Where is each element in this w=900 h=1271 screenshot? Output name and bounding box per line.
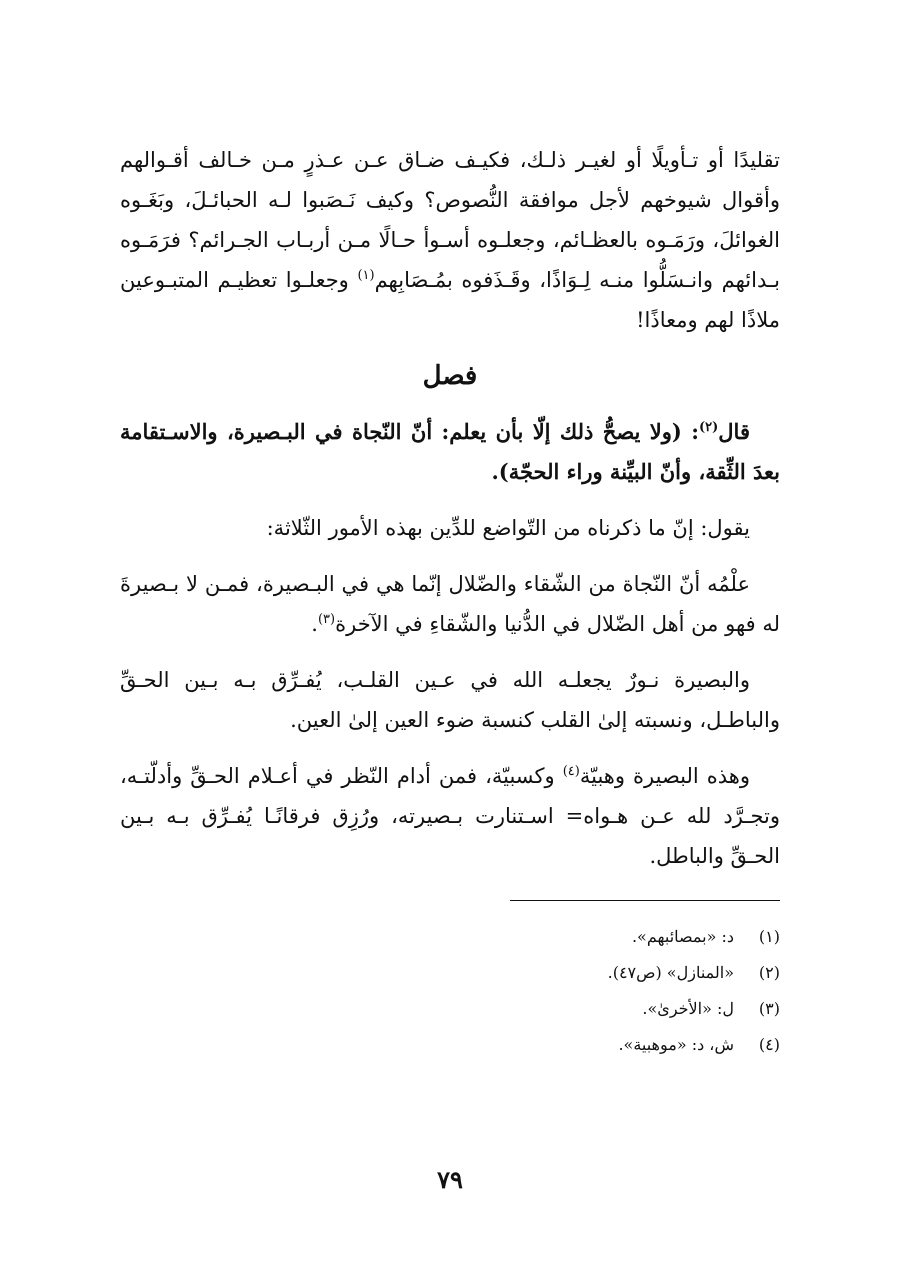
footnote-ref-2[interactable]: (٢) <box>699 420 719 435</box>
footnote-item <box>120 1027 780 1063</box>
paragraph-text: وهذه البصيرة وهبيّة <box>579 764 750 788</box>
paragraph-text-end: . <box>311 612 318 636</box>
footnote-text: د: «بمصائبهم». <box>631 927 734 946</box>
footnote-divider <box>510 900 780 901</box>
footnote-ref-1[interactable]: (١) <box>357 268 375 283</box>
paragraph-ilmuhu <box>120 564 780 644</box>
qal-label: قال <box>718 419 750 444</box>
section-heading: فصل <box>422 361 478 391</box>
footnote-text: ش، د: «موهبية». <box>618 1035 734 1054</box>
footnote-text: ل: «الأخرىٰ». <box>642 999 734 1018</box>
footnote-item <box>120 919 780 955</box>
paragraph-text: تقليدًا أو تـأويلًا أو لغيـر ذلـك، فكيـف ضـاق عـن عـذرٍ مـن خـالف أقـوالهم وأقوال شيوخهم لأجل موافقة النُّصوص؟ وكيف نَـصَبوا لـه الحبائـلَ، وبَغَـوه الغوائلَ، ورَمَـوه بالعظـائم، وجعلـوه أسـوأ حـالًا مـن أربـاب الجـرائم؟ فرَمَـوه بـدائهم وانـسَلُّوا منـه لِـوَاذًا، وقَـذَفوه بمُـصَابِهم <box>120 148 780 292</box>
footnote-number: (١) <box>758 927 780 946</box>
paragraph-text-end: وكسبيّة، فمن أدام النّظر في أعـلام الحـقِّ وأدلّتـه، وتجـرَّد لله عـن هـواه= اسـتنارت بـصيرته، ورُزِق فرقانًـا يُفـرِّق بـه بـين الحـقِّ والباطل. <box>120 764 780 868</box>
footnote-item <box>120 991 780 1027</box>
footnote-ref-3[interactable]: (٣) <box>317 612 336 627</box>
footnote-text: «المنازل» (ص٤٧). <box>607 963 734 982</box>
quoted-statement <box>120 412 780 492</box>
paragraph-text: علْمُه أنّ النّجاة من الشّقاء والضّلال إنّما هي في البـصيرة، فمـن لا بـصيرةَ له فهو من أهل الضّلال في الدُّنيا والشّقاءِ في الآخرة <box>120 572 780 636</box>
footnote-item <box>120 955 780 991</box>
page-body <box>120 140 780 1063</box>
footnote-number: (٢) <box>758 963 780 982</box>
page-number: ٧٩ <box>437 1165 463 1194</box>
footnotes-list <box>120 919 780 1063</box>
paragraph-hadhihi <box>120 756 780 876</box>
footnote-ref-4[interactable]: (٤) <box>562 764 580 779</box>
footnote-number: (٤) <box>758 1035 780 1054</box>
footnote-number: (٣) <box>758 999 780 1018</box>
paragraph-continuation <box>120 140 780 340</box>
paragraph-basira: والبصيرة نـورٌ يجعلـه الله في عـين القلـب، يُفـرِّق بـه بـين الحـقِّ والباطـل، ونسبته إلىٰ القلب كنسبة ضوء العين إلىٰ العين. <box>120 668 780 732</box>
paragraph-yaqul: يقول: إنّ ما ذكرناه من التّواضع للدِّين بهذه الأمور الثّلاثة: <box>266 516 750 540</box>
paragraph-text-end: وجعلـوا تعظيـم المتبـوعين ملاذًا لهم ومعاذًا! <box>120 268 780 332</box>
quote-text: : (ولا يصحُّ ذلك إلّا بأن يعلم: أنّ النّجاة في البـصيرة، والاسـتقامة بعدَ الثِّقة، وأنّ البيِّنة وراء الحجّة). <box>120 419 780 484</box>
